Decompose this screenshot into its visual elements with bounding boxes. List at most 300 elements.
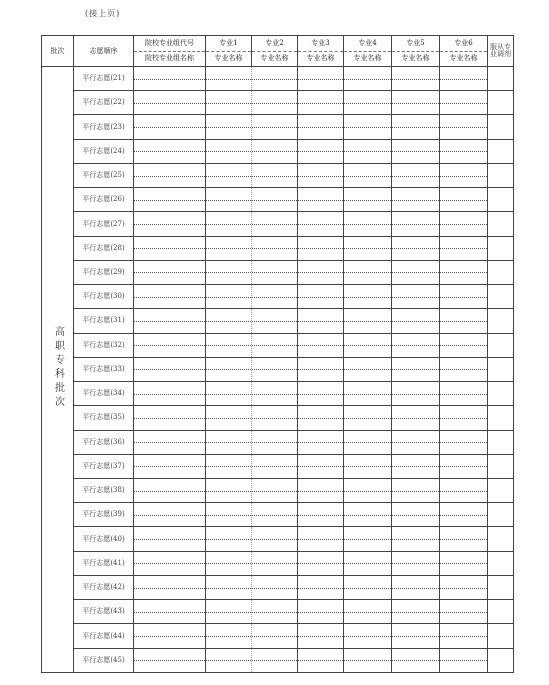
school-group-field[interactable] — [134, 212, 206, 236]
major-2-field[interactable] — [252, 333, 298, 357]
major-2-field[interactable] — [252, 236, 298, 260]
major-6-field[interactable] — [440, 551, 488, 575]
major-3-field[interactable] — [298, 357, 344, 381]
volunteer-row — [42, 575, 514, 599]
dotted-divider — [134, 79, 205, 80]
adjust-field[interactable] — [488, 648, 514, 672]
major-1-field[interactable] — [206, 551, 252, 575]
volunteer-order — [74, 309, 134, 333]
major-4-field[interactable] — [344, 163, 392, 187]
major-6-field[interactable] — [440, 454, 488, 478]
adjust-field[interactable] — [488, 91, 514, 115]
volunteer-order-label: 平行志愿 — [82, 631, 111, 640]
major-3-field[interactable] — [298, 236, 344, 260]
major-6-field[interactable] — [440, 67, 488, 91]
major-3-field[interactable] — [298, 624, 344, 648]
school-group-field[interactable] — [134, 624, 206, 648]
major-2-field[interactable] — [252, 163, 298, 187]
dotted-divider — [134, 200, 205, 201]
volunteer-order-label: 平行志愿 — [82, 461, 111, 470]
volunteer-order-number: (32) — [110, 340, 125, 349]
major-3-field[interactable] — [298, 163, 344, 187]
major-3-field[interactable] — [298, 430, 344, 454]
dotted-divider — [298, 79, 343, 80]
volunteer-order — [74, 139, 134, 163]
major-6-field[interactable] — [440, 624, 488, 648]
dotted-divider — [344, 79, 391, 80]
dotted-divider — [344, 515, 391, 516]
school-group-field[interactable] — [134, 478, 206, 502]
major-1-field[interactable] — [206, 260, 252, 284]
major-4-field[interactable] — [344, 333, 392, 357]
major-4-field[interactable] — [344, 503, 392, 527]
major-4-field[interactable] — [344, 430, 392, 454]
volunteer-order-number: (44) — [110, 631, 125, 640]
volunteer-order-label: 平行志愿 — [82, 534, 111, 543]
major-1-field[interactable] — [206, 115, 252, 139]
major-4-field[interactable] — [344, 454, 392, 478]
school-group-field[interactable] — [134, 115, 206, 139]
major-6-field[interactable] — [440, 309, 488, 333]
major-1-field[interactable] — [206, 454, 252, 478]
volunteer-order-label: 平行志愿 — [82, 413, 111, 422]
volunteer-row — [42, 454, 514, 478]
school-group-field[interactable] — [134, 503, 206, 527]
volunteer-row — [42, 624, 514, 648]
major-2-field[interactable] — [252, 478, 298, 502]
major-2-field[interactable] — [252, 115, 298, 139]
school-group-field[interactable] — [134, 406, 206, 430]
major-3-field[interactable] — [298, 188, 344, 212]
school-group-field[interactable] — [134, 551, 206, 575]
volunteer-order — [74, 333, 134, 357]
major-4-field[interactable] — [344, 236, 392, 260]
adjust-field[interactable] — [488, 527, 514, 551]
school-group-field[interactable] — [134, 236, 206, 260]
adjust-field[interactable] — [488, 430, 514, 454]
major-6-field[interactable] — [440, 139, 488, 163]
major-4-field[interactable] — [344, 91, 392, 115]
adjust-field[interactable] — [488, 551, 514, 575]
major-3-field[interactable] — [298, 309, 344, 333]
dotted-divider — [298, 394, 343, 395]
school-group-field[interactable] — [134, 430, 206, 454]
dotted-divider — [252, 297, 297, 298]
major-3-field[interactable] — [298, 260, 344, 284]
adjust-field[interactable] — [488, 333, 514, 357]
header-adjust: 服从专业调剂 — [488, 36, 514, 67]
major-6-field[interactable] — [440, 382, 488, 406]
major-6-field[interactable] — [440, 236, 488, 260]
major-5-field[interactable] — [392, 260, 440, 284]
volunteer-order — [74, 115, 134, 139]
volunteer-row — [42, 382, 514, 406]
major-3-field[interactable] — [298, 382, 344, 406]
dotted-divider — [440, 442, 487, 443]
major-1-field[interactable] — [206, 236, 252, 260]
dotted-divider — [344, 248, 391, 249]
major-3-field[interactable] — [298, 406, 344, 430]
dotted-divider — [298, 515, 343, 516]
major-6-field[interactable] — [440, 91, 488, 115]
dotted-divider — [440, 636, 487, 637]
dotted-divider — [440, 588, 487, 589]
major-5-field[interactable] — [392, 236, 440, 260]
major-5-field[interactable] — [392, 309, 440, 333]
major-3-field[interactable] — [298, 139, 344, 163]
major-4-field[interactable] — [344, 67, 392, 91]
dotted-divider — [206, 636, 251, 637]
dotted-divider — [252, 321, 297, 322]
major-3-field[interactable] — [298, 115, 344, 139]
volunteer-order-number: (23) — [110, 122, 125, 131]
volunteer-order — [74, 382, 134, 406]
major-5-field[interactable] — [392, 575, 440, 599]
volunteer-order-number: (41) — [110, 558, 125, 567]
major-5-field[interactable] — [392, 648, 440, 672]
header-major-2-name: 专业名称 — [260, 54, 289, 62]
school-group-field[interactable] — [134, 188, 206, 212]
major-1-field[interactable] — [206, 624, 252, 648]
volunteer-order — [74, 624, 134, 648]
volunteer-order-number: (40) — [110, 534, 125, 543]
major-1-field[interactable] — [206, 575, 252, 599]
dotted-divider — [298, 369, 343, 370]
dotted-divider — [392, 200, 439, 201]
major-4-field[interactable] — [344, 478, 392, 502]
dotted-divider — [134, 612, 205, 613]
major-2-field[interactable] — [252, 91, 298, 115]
major-5-field[interactable] — [392, 600, 440, 624]
school-group-field[interactable] — [134, 285, 206, 309]
school-group-field[interactable] — [134, 91, 206, 115]
major-1-field[interactable] — [206, 333, 252, 357]
major-5-field[interactable] — [392, 115, 440, 139]
major-5-field[interactable] — [392, 454, 440, 478]
adjust-field[interactable] — [488, 260, 514, 284]
dotted-divider — [440, 127, 487, 128]
major-5-field[interactable] — [392, 188, 440, 212]
school-group-field[interactable] — [134, 260, 206, 284]
major-3-field[interactable] — [298, 478, 344, 502]
major-2-field[interactable] — [252, 285, 298, 309]
major-5-field[interactable] — [392, 67, 440, 91]
major-5-field[interactable] — [392, 382, 440, 406]
volunteer-order-label: 平行志愿 — [82, 340, 111, 349]
major-6-field[interactable] — [440, 430, 488, 454]
volunteer-order-number: (26) — [110, 195, 125, 204]
dotted-divider — [344, 636, 391, 637]
dotted-divider — [206, 79, 251, 80]
volunteer-order-label: 平行志愿 — [82, 171, 111, 180]
dotted-divider — [298, 151, 343, 152]
major-3-field[interactable] — [298, 454, 344, 478]
major-5-field[interactable] — [392, 430, 440, 454]
volunteer-order-number: (38) — [110, 486, 125, 495]
major-6-field[interactable] — [440, 188, 488, 212]
major-3-field[interactable] — [298, 600, 344, 624]
school-group-field[interactable] — [134, 333, 206, 357]
dotted-divider — [206, 200, 251, 201]
major-5-field[interactable] — [392, 285, 440, 309]
major-5-field[interactable] — [392, 357, 440, 381]
major-3-field[interactable] — [298, 212, 344, 236]
major-6-field[interactable] — [440, 575, 488, 599]
dotted-divider — [252, 442, 297, 443]
major-2-field[interactable] — [252, 212, 298, 236]
major-2-field[interactable] — [252, 527, 298, 551]
adjust-field[interactable] — [488, 624, 514, 648]
major-4-field[interactable] — [344, 624, 392, 648]
dotted-divider — [252, 272, 297, 273]
major-2-field[interactable] — [252, 139, 298, 163]
volunteer-order-number: (39) — [110, 510, 125, 519]
major-4-field[interactable] — [344, 188, 392, 212]
volunteer-order-number: (24) — [110, 146, 125, 155]
adjust-field[interactable] — [488, 285, 514, 309]
major-1-field[interactable] — [206, 382, 252, 406]
major-4-field[interactable] — [344, 357, 392, 381]
school-group-field[interactable] — [134, 357, 206, 381]
major-2-field[interactable] — [252, 406, 298, 430]
dotted-divider — [440, 466, 487, 467]
major-5-field[interactable] — [392, 333, 440, 357]
major-5-field[interactable] — [392, 91, 440, 115]
major-1-field[interactable] — [206, 430, 252, 454]
adjust-field[interactable] — [488, 188, 514, 212]
header-order: 志愿顺序 — [74, 36, 134, 67]
dotted-divider — [440, 660, 487, 661]
school-group-field[interactable] — [134, 600, 206, 624]
adjust-field[interactable] — [488, 236, 514, 260]
school-group-field[interactable] — [134, 382, 206, 406]
major-1-field[interactable] — [206, 527, 252, 551]
major-6-field[interactable] — [440, 260, 488, 284]
major-2-field[interactable] — [252, 648, 298, 672]
major-3-field[interactable] — [298, 285, 344, 309]
major-6-field[interactable] — [440, 600, 488, 624]
dotted-divider — [134, 369, 205, 370]
major-2-field[interactable] — [252, 551, 298, 575]
major-2-field[interactable] — [252, 67, 298, 91]
major-4-field[interactable] — [344, 260, 392, 284]
header-major-3 — [298, 36, 344, 67]
dotted-divider — [440, 491, 487, 492]
major-6-field[interactable] — [440, 115, 488, 139]
dotted-divider — [392, 539, 439, 540]
volunteer-order-label: 平行志愿 — [82, 486, 111, 495]
major-1-field[interactable] — [206, 67, 252, 91]
major-1-field[interactable] — [206, 163, 252, 187]
major-6-field[interactable] — [440, 478, 488, 502]
major-1-field[interactable] — [206, 406, 252, 430]
major-1-field[interactable] — [206, 139, 252, 163]
dotted-divider — [392, 79, 439, 80]
volunteer-row — [42, 648, 514, 672]
major-4-field[interactable] — [344, 648, 392, 672]
school-group-field[interactable] — [134, 454, 206, 478]
major-2-field[interactable] — [252, 600, 298, 624]
major-1-field[interactable] — [206, 648, 252, 672]
adjust-field[interactable] — [488, 382, 514, 406]
major-5-field[interactable] — [392, 527, 440, 551]
major-6-field[interactable] — [440, 648, 488, 672]
major-2-field[interactable] — [252, 624, 298, 648]
header-major-2-title: 专业2 — [252, 37, 297, 52]
major-6-field[interactable] — [440, 503, 488, 527]
adjust-field[interactable] — [488, 67, 514, 91]
dotted-divider — [344, 394, 391, 395]
volunteer-order-number: (43) — [110, 607, 125, 616]
major-4-field[interactable] — [344, 382, 392, 406]
school-group-field[interactable] — [134, 527, 206, 551]
major-5-field[interactable] — [392, 551, 440, 575]
major-4-field[interactable] — [344, 575, 392, 599]
volunteer-row — [42, 212, 514, 236]
volunteer-row — [42, 67, 514, 91]
dotted-divider — [440, 176, 487, 177]
major-1-field[interactable] — [206, 212, 252, 236]
major-2-field[interactable] — [252, 188, 298, 212]
major-2-field[interactable] — [252, 430, 298, 454]
school-group-field[interactable] — [134, 309, 206, 333]
volunteer-order-number: (25) — [110, 171, 125, 180]
dotted-divider — [134, 491, 205, 492]
major-5-field[interactable] — [392, 139, 440, 163]
adjust-field[interactable] — [488, 454, 514, 478]
dotted-divider — [344, 660, 391, 661]
adjust-field[interactable] — [488, 406, 514, 430]
dotted-divider — [252, 369, 297, 370]
volunteer-order-label: 平行志愿 — [82, 655, 111, 664]
volunteer-order — [74, 503, 134, 527]
major-2-field[interactable] — [252, 260, 298, 284]
header-major-5-name: 专业名称 — [401, 54, 430, 62]
dotted-divider — [392, 321, 439, 322]
header-row — [42, 36, 514, 67]
school-group-field[interactable] — [134, 163, 206, 187]
major-4-field[interactable] — [344, 115, 392, 139]
major-2-field[interactable] — [252, 454, 298, 478]
major-5-field[interactable] — [392, 624, 440, 648]
major-6-field[interactable] — [440, 163, 488, 187]
school-group-field[interactable] — [134, 139, 206, 163]
major-2-field[interactable] — [252, 382, 298, 406]
dotted-divider — [440, 248, 487, 249]
dotted-divider — [298, 176, 343, 177]
major-4-field[interactable] — [344, 551, 392, 575]
volunteer-order-label: 平行志愿 — [82, 389, 111, 398]
major-2-field[interactable] — [252, 503, 298, 527]
dotted-divider — [392, 418, 439, 419]
major-4-field[interactable] — [344, 309, 392, 333]
major-4-field[interactable] — [344, 212, 392, 236]
adjust-field[interactable] — [488, 212, 514, 236]
volunteer-order — [74, 188, 134, 212]
major-3-field[interactable] — [298, 91, 344, 115]
volunteer-row — [42, 551, 514, 575]
major-3-field[interactable] — [298, 575, 344, 599]
major-5-field[interactable] — [392, 503, 440, 527]
major-3-field[interactable] — [298, 503, 344, 527]
dotted-divider — [298, 418, 343, 419]
volunteer-order — [74, 285, 134, 309]
major-5-field[interactable] — [392, 406, 440, 430]
major-2-field[interactable] — [252, 357, 298, 381]
dotted-divider — [206, 345, 251, 346]
major-4-field[interactable] — [344, 406, 392, 430]
major-4-field[interactable] — [344, 600, 392, 624]
major-5-field[interactable] — [392, 478, 440, 502]
volunteer-order-label: 平行志愿 — [82, 607, 111, 616]
major-1-field[interactable] — [206, 91, 252, 115]
adjust-field[interactable] — [488, 357, 514, 381]
dotted-divider — [134, 588, 205, 589]
adjust-field[interactable] — [488, 139, 514, 163]
major-1-field[interactable] — [206, 188, 252, 212]
volunteer-row — [42, 309, 514, 333]
major-6-field[interactable] — [440, 527, 488, 551]
major-1-field[interactable] — [206, 600, 252, 624]
school-group-field[interactable] — [134, 575, 206, 599]
dotted-divider — [344, 612, 391, 613]
major-6-field[interactable] — [440, 285, 488, 309]
major-4-field[interactable] — [344, 285, 392, 309]
dotted-divider — [252, 491, 297, 492]
major-5-field[interactable] — [392, 163, 440, 187]
dotted-divider — [344, 466, 391, 467]
major-1-field[interactable] — [206, 503, 252, 527]
adjust-field[interactable] — [488, 478, 514, 502]
dotted-divider — [298, 466, 343, 467]
major-2-field[interactable] — [252, 309, 298, 333]
school-group-field[interactable] — [134, 67, 206, 91]
major-4-field[interactable] — [344, 527, 392, 551]
school-group-field[interactable] — [134, 648, 206, 672]
major-4-field[interactable] — [344, 139, 392, 163]
dotted-divider — [440, 345, 487, 346]
major-1-field[interactable] — [206, 309, 252, 333]
major-6-field[interactable] — [440, 333, 488, 357]
volunteer-order — [74, 212, 134, 236]
major-2-field[interactable] — [252, 575, 298, 599]
major-3-field[interactable] — [298, 67, 344, 91]
adjust-field[interactable] — [488, 163, 514, 187]
major-5-field[interactable] — [392, 212, 440, 236]
major-3-field[interactable] — [298, 527, 344, 551]
major-1-field[interactable] — [206, 478, 252, 502]
dotted-divider — [252, 79, 297, 80]
dotted-divider — [392, 127, 439, 128]
major-3-field[interactable] — [298, 648, 344, 672]
adjust-field[interactable] — [488, 503, 514, 527]
major-6-field[interactable] — [440, 212, 488, 236]
adjust-field[interactable] — [488, 115, 514, 139]
major-3-field[interactable] — [298, 333, 344, 357]
major-1-field[interactable] — [206, 285, 252, 309]
adjust-field[interactable] — [488, 600, 514, 624]
major-1-field[interactable] — [206, 357, 252, 381]
adjust-field[interactable] — [488, 309, 514, 333]
major-6-field[interactable] — [440, 406, 488, 430]
dotted-divider — [206, 248, 251, 249]
major-6-field[interactable] — [440, 357, 488, 381]
adjust-field[interactable] — [488, 575, 514, 599]
dotted-divider — [344, 127, 391, 128]
major-3-field[interactable] — [298, 551, 344, 575]
volunteer-order — [74, 91, 134, 115]
volunteer-row — [42, 139, 514, 163]
